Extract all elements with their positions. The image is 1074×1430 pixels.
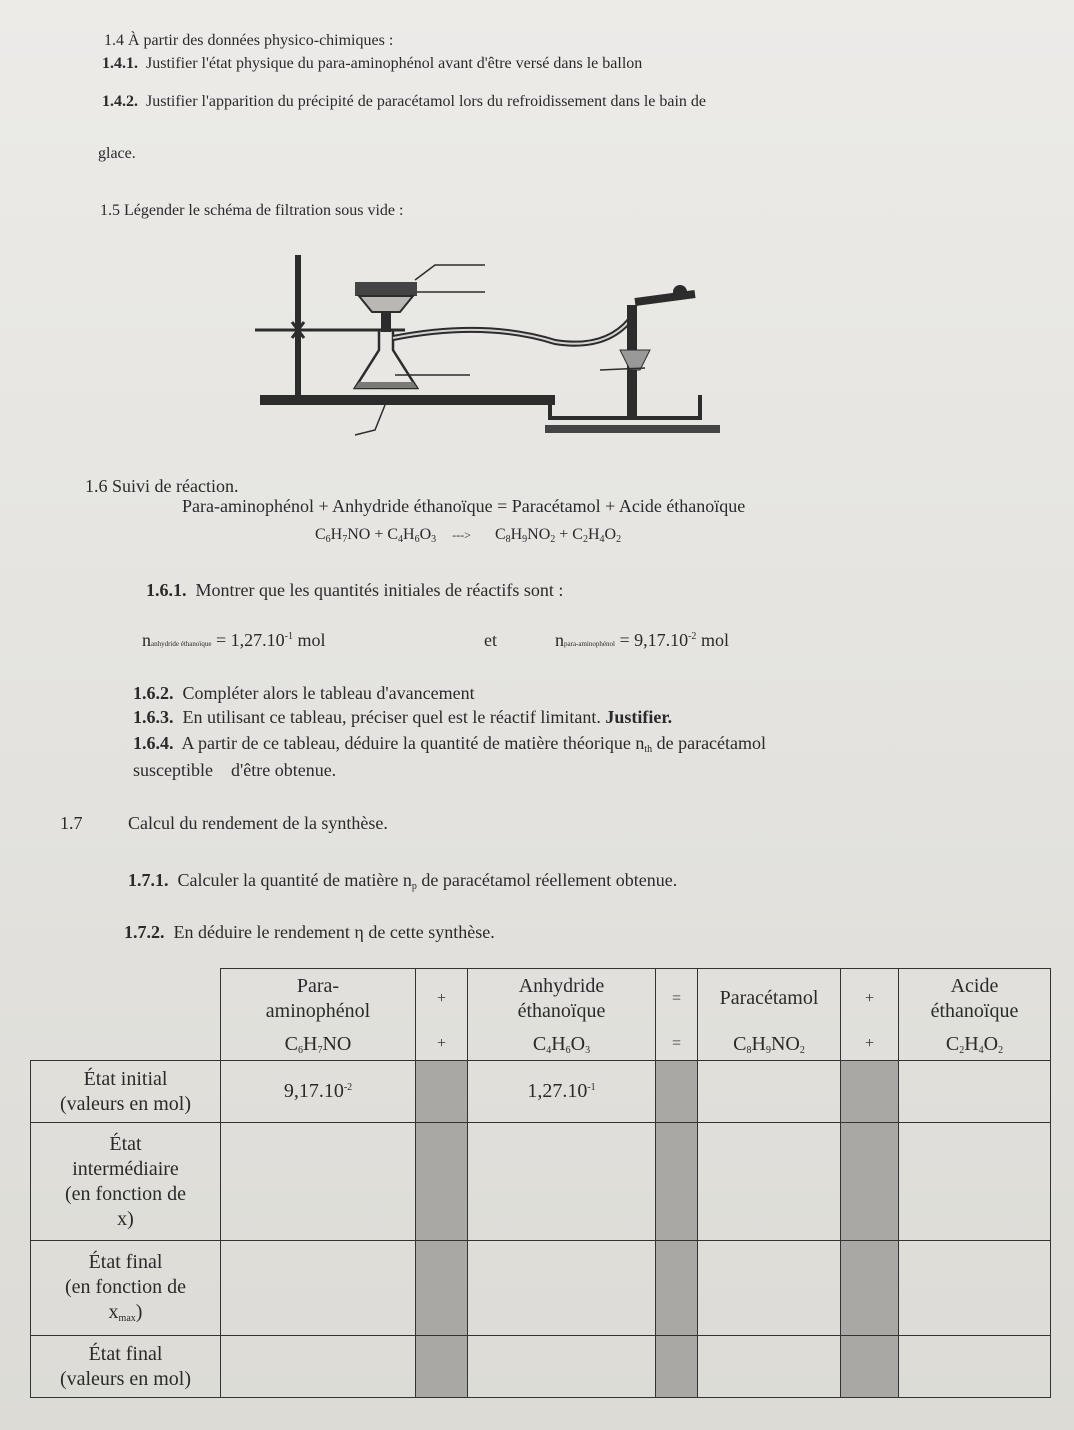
q171-subscript: p: [411, 881, 417, 892]
anhydride-subscript: anhydride éthanoïque: [151, 640, 212, 648]
cell-final-anhydride[interactable]: [468, 1336, 656, 1398]
cell-intermediate-acide[interactable]: [899, 1123, 1051, 1241]
label-final-x: [31, 1241, 221, 1336]
funnel-stem: [381, 312, 391, 332]
label-final-values: État final (valeurs en mol): [31, 1336, 221, 1398]
q141-text: Justifier l'état physique du para-aminophénol avant d'être versé dans le ballon: [146, 55, 643, 72]
cell-initial-acide[interactable]: [899, 1061, 1051, 1123]
q142-text: Justifier l'apparition du précipité de paracétamol lors du refroidissement dans le bain de: [146, 93, 707, 110]
equation-arrow: --->: [452, 528, 471, 542]
q164-text: A partir de ce tableau, déduire la quantité de matière théorique n: [181, 733, 645, 753]
q162-text: Compléter alors le tableau d'avancement: [182, 683, 475, 703]
header-para: Para- aminophénol: [221, 969, 416, 1029]
cell-final-paracetamol[interactable]: [698, 1336, 841, 1398]
q164-subscript: th: [644, 744, 653, 755]
advancement-table: [30, 968, 1051, 1398]
header-row-names: [31, 969, 1051, 1029]
shaded-cell: [656, 1061, 698, 1123]
initial-anhydride-exp: -1: [587, 1082, 596, 1093]
q142-line2: glace.: [98, 145, 136, 162]
shaded-cell: [656, 1336, 698, 1398]
formula-anhydride: $C_4H_6O_3$: [468, 1029, 656, 1061]
buchner-flask: [355, 330, 417, 388]
shaded-cell: [656, 1123, 698, 1241]
q172-text: En déduire le rendement η de cette synthèse.: [173, 922, 495, 942]
equation-formulas: $C_6H_7NO + C_4H_6O_3$ ---> $C_8H_9NO_2 + C_2H_4O_2$: [315, 526, 622, 545]
row-final-x: [31, 1241, 1051, 1336]
q16-title: 1.6 Suivi de réaction.: [85, 476, 239, 496]
q15-title: 1.5 Légender le schéma de filtration sous vide :: [100, 202, 404, 219]
blank-cell: [31, 1029, 221, 1061]
stand-base: [260, 395, 555, 405]
shaded-cell: [416, 1061, 468, 1123]
et: et: [484, 630, 497, 650]
equation-words: Para-aminophénol + Anhydride éthanoïque = Paracétamol + Acide éthanoïque: [182, 496, 746, 516]
initial-para-value: 9,17.10: [283, 1080, 344, 1102]
q14-title: 1.4 À partir des données physico-chimiques :: [104, 32, 394, 49]
cell-intermediate-paracetamol[interactable]: [698, 1123, 841, 1241]
q172: [124, 922, 495, 943]
buchner-funnel-body: [359, 296, 413, 312]
cell-initial-anhydride: [468, 1061, 656, 1123]
tap-handle: [673, 285, 687, 299]
formula-plus-2: +: [841, 1029, 899, 1061]
vacuum-filtration-diagram: [255, 250, 725, 445]
formula-equals: =: [656, 1029, 698, 1061]
shaded-cell: [656, 1241, 698, 1336]
initial-anhydride-value: 1,27.10: [527, 1080, 588, 1102]
anhydride-value: = 1,27.10: [215, 630, 285, 650]
q164-number: 1.6.4.: [133, 733, 174, 753]
label-intermediate: État intermédiaire (en fonction de x): [31, 1123, 221, 1241]
q163-bold: Justifier.: [605, 707, 673, 727]
sink-base: [545, 425, 720, 433]
q161-number: 1.6.1.: [146, 580, 187, 600]
n-anhydride: [142, 630, 325, 651]
q164-text-b: de paracétamol: [652, 733, 767, 753]
cell-initial-para: [221, 1061, 416, 1123]
q17-number: 1.7: [60, 813, 83, 833]
shaded-cell: [841, 1336, 899, 1398]
formula-plus-1: +: [416, 1029, 468, 1061]
header-paracetamol: Paracétamol: [698, 969, 841, 1029]
para-exponent: -2: [688, 631, 697, 642]
q171-text-a: Calculer la quantité de matière n: [177, 870, 412, 890]
anhydride-unit: mol: [297, 630, 326, 650]
header-equals: =: [656, 969, 698, 1029]
row-intermediate: [31, 1123, 1051, 1241]
cell-finalx-para[interactable]: [221, 1241, 416, 1336]
q164-line1: [133, 733, 766, 755]
n-para: [555, 630, 729, 651]
q141-number: 1.4.1.: [102, 55, 138, 72]
q161: [146, 580, 563, 601]
cell-intermediate-anhydride[interactable]: [468, 1123, 656, 1241]
row-initial: [31, 1061, 1051, 1123]
para-unit: mol: [700, 630, 729, 650]
cell-finalx-acide[interactable]: [899, 1241, 1051, 1336]
formula-paracetamol: $C_8H_9NO_2$: [698, 1029, 841, 1061]
shaded-cell: [416, 1123, 468, 1241]
shaded-cell: [416, 1241, 468, 1336]
buchner-funnel-top: [355, 282, 417, 296]
blank-cell: [31, 969, 221, 1029]
final-x-label-a: État final (en fonction de x: [64, 1251, 187, 1324]
q163: [133, 707, 672, 728]
cell-finalx-anhydride[interactable]: [468, 1241, 656, 1336]
shaded-cell: [841, 1123, 899, 1241]
q171: [128, 870, 677, 892]
header-row-formulas: [31, 1029, 1051, 1061]
q161-text: Montrer que les quantités initiales de réactifs sont :: [195, 580, 564, 600]
q141: [102, 55, 642, 73]
cell-intermediate-para[interactable]: [221, 1123, 416, 1241]
q162-number: 1.6.2.: [133, 683, 174, 703]
q164-line2: susceptible d'être obtenue.: [133, 760, 337, 780]
label-line-1: [415, 265, 485, 280]
q172-number: 1.7.2.: [124, 922, 165, 942]
anhydride-exponent: -1: [284, 631, 293, 642]
q142-line1: [102, 93, 706, 111]
q163-number: 1.6.3.: [133, 707, 174, 727]
n-symbol: n: [142, 630, 151, 650]
para-subscript: para-aminophénol: [564, 640, 615, 648]
q163-text: En utilisant ce tableau, préciser quel est le réactif limitant.: [182, 707, 601, 727]
pump-body: [620, 350, 650, 370]
label-initial: État initial (valeurs en mol): [31, 1061, 221, 1123]
header-plus-2: +: [841, 969, 899, 1029]
n-symbol: n: [555, 630, 564, 650]
q171-number: 1.7.1.: [128, 870, 169, 890]
sink: [550, 395, 700, 418]
para-value: = 9,17.10: [619, 630, 689, 650]
formula-para: $C_6H_7NO$: [221, 1029, 416, 1061]
q17-title: Calcul du rendement de la synthèse.: [128, 813, 388, 833]
initial-para-exp: -2: [343, 1082, 353, 1093]
header-anhydride: Anhydride éthanoïque: [468, 969, 656, 1029]
final-x-label-b: ): [135, 1301, 143, 1324]
q162: [133, 683, 475, 704]
formula-acide: $C_2H_4O_2$: [899, 1029, 1051, 1061]
filtrate: [355, 382, 417, 388]
shaded-cell: [416, 1336, 468, 1398]
final-x-subscript: max: [118, 1313, 136, 1325]
q142-number: 1.4.2.: [102, 93, 138, 110]
cell-final-para[interactable]: [221, 1336, 416, 1398]
header-plus-1: +: [416, 969, 468, 1029]
header-acide: Acide éthanoïque: [899, 969, 1051, 1029]
label-line-5: [355, 405, 385, 435]
row-final-values: [31, 1336, 1051, 1398]
cell-finalx-paracetamol[interactable]: [698, 1241, 841, 1336]
cell-initial-paracetamol[interactable]: [698, 1061, 841, 1123]
cell-final-acide[interactable]: [899, 1336, 1051, 1398]
q171-text-b: de paracétamol réellement obtenue.: [416, 870, 678, 890]
shaded-cell: [841, 1061, 899, 1123]
shaded-cell: [841, 1241, 899, 1336]
